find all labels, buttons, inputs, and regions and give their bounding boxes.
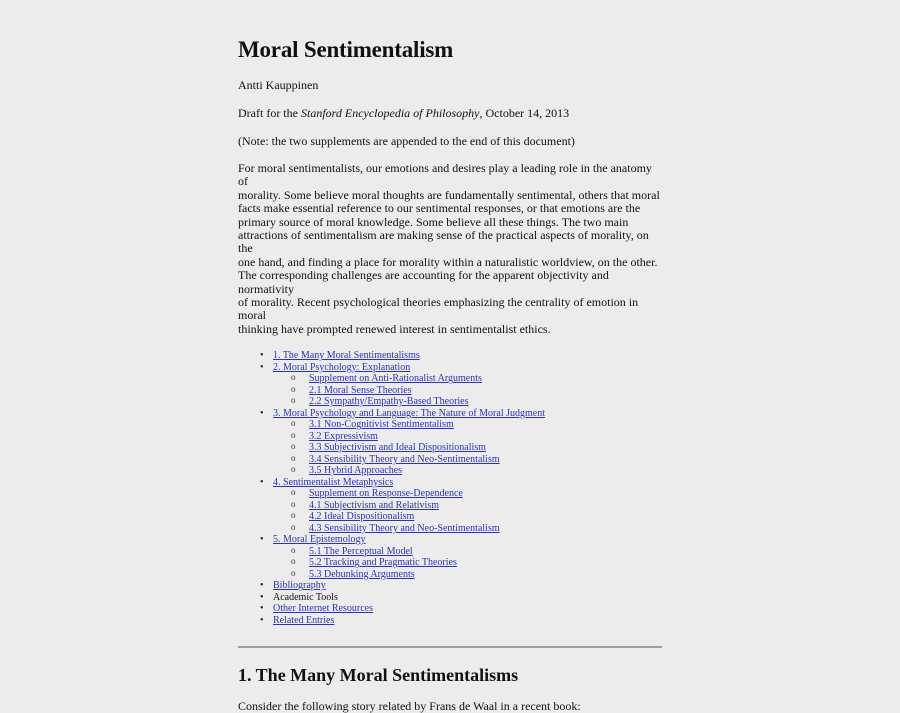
toc-sublist [273, 373, 662, 408]
toc-link[interactable]: 5. Moral Epistemology [273, 534, 366, 546]
toc-link[interactable]: Bibliography [273, 580, 326, 592]
toc-sublink[interactable]: 3.4 Sensibility Theory and Neo-Sentimentalism [309, 453, 500, 465]
toc-subitem[interactable] [309, 511, 662, 523]
section-heading: 1. The Many Moral Sentimentalisms [238, 665, 519, 686]
toc-item[interactable] [273, 362, 662, 408]
toc-link[interactable]: 2. Moral Psychology: Explanation [273, 361, 411, 373]
toc-sublink[interactable]: 2.2 Sympathy/Empathy-Based Theories [309, 396, 469, 408]
abstract-line: thinking have prompted renewed interest in sentimentalist ethics. [238, 321, 551, 336]
toc-sublink[interactable]: 2.1 Moral Sense Theories [309, 384, 412, 396]
draft-suffix: , October 14, 2013 [479, 106, 570, 120]
toc-item[interactable] [273, 615, 662, 627]
supplement-note: (Note: the two supplements are appended to the end of this document) [238, 134, 575, 148]
toc-sublink[interactable]: Supplement on Anti-Rationalist Arguments [309, 373, 482, 385]
toc-item[interactable] [273, 603, 662, 615]
toc-subitem[interactable] [309, 488, 662, 500]
toc-item[interactable] [273, 580, 662, 592]
toc-link[interactable]: Other Internet Resources [273, 603, 373, 615]
toc-sublink[interactable]: 5.1 The Perceptual Model [309, 545, 413, 557]
author-name: Antti Kauppinen [238, 78, 319, 92]
document-content [238, 36, 662, 713]
toc-subitem[interactable] [309, 569, 662, 581]
toc-item[interactable] [273, 534, 662, 580]
table-of-contents [238, 350, 662, 626]
abstract-line: attractions of sentimentalism are making sense of the practical aspects of morality, on the [238, 228, 649, 256]
toc-sublink[interactable]: 3.3 Subjectivism and Ideal Dispositionalism [309, 442, 486, 454]
abstract-line: morality. Some believe moral thoughts are fundamentally sentimental, others that moral [238, 187, 660, 202]
toc-item[interactable] [273, 477, 662, 535]
toc-subitem[interactable] [309, 442, 662, 454]
toc-subitem[interactable] [309, 419, 662, 431]
toc-subitem[interactable] [309, 523, 662, 535]
publication-name: Stanford Encyclopedia of Philosophy [300, 106, 480, 120]
toc-item[interactable] [273, 350, 662, 362]
toc-sublink[interactable]: 5.2 Tracking and Pragmatic Theories [309, 557, 457, 569]
toc-link[interactable]: 1. The Many Moral Sentimentalisms [273, 350, 420, 362]
toc-item [273, 592, 662, 604]
toc-sublink[interactable]: 4.1 Subjectivism and Relativism [309, 499, 439, 511]
toc-subitem[interactable] [309, 465, 662, 477]
toc-sublink[interactable]: 3.1 Non-Cognitivist Sentimentalism [309, 419, 454, 431]
abstract-line: primary source of moral knowledge. Some believe all these things. The two main [238, 214, 629, 229]
toc-subitem[interactable] [309, 396, 662, 408]
abstract-line: one hand, and finding a place for morality within a naturalistic worldview, on the other. [238, 254, 658, 269]
toc-subitem[interactable] [309, 454, 662, 466]
abstract-line: of morality. Recent psychological theories emphasizing the centrality of emotion in moral [238, 295, 639, 323]
section-divider [238, 646, 662, 648]
toc-sublink[interactable]: Supplement on Response-Dependence [309, 488, 463, 500]
toc-subitem[interactable] [309, 385, 662, 397]
document-title: Moral Sentimentalism [238, 37, 454, 62]
toc-subitem[interactable] [309, 500, 662, 512]
toc-sublink[interactable]: 4.3 Sensibility Theory and Neo-Sentimentalism [309, 522, 500, 534]
abstract-paragraph [238, 162, 662, 336]
toc-sublist [273, 419, 662, 477]
section-first-line: Consider the following story related by Frans de Waal in a recent book: [238, 699, 581, 713]
draft-prefix: Draft for the [238, 106, 301, 120]
toc-sublink[interactable]: 3.2 Expressivism [309, 430, 378, 442]
toc-link[interactable]: 3. Moral Psychology and Language: The Nature of Moral Judgment [273, 407, 545, 419]
toc-sublink[interactable]: 3.5 Hybrid Approaches [309, 465, 403, 477]
abstract-line: facts make essential reference to our sentimental responses, or that emotions are the [238, 201, 641, 216]
toc-sublist [273, 488, 662, 534]
toc-link[interactable]: Related Entries [273, 614, 335, 626]
toc-subitem[interactable] [309, 557, 662, 569]
toc-sublink[interactable]: 4.2 Ideal Dispositionalism [309, 511, 415, 523]
toc-subitem[interactable] [309, 546, 662, 558]
abstract-line: For moral sentimentalists, our emotions and desires play a leading role in the anatomy of [238, 161, 652, 189]
toc-label: Academic Tools [273, 591, 338, 603]
toc-subitem[interactable] [309, 373, 662, 385]
toc-sublist [273, 546, 662, 581]
toc-link[interactable]: 4. Sentimentalist Metaphysics [273, 476, 394, 488]
draft-line [238, 106, 662, 120]
abstract-line: The corresponding challenges are accounting for the apparent objectivity and normativity [238, 268, 609, 296]
toc-subitem[interactable] [309, 431, 662, 443]
toc-sublink[interactable]: 5.3 Debunking Arguments [309, 568, 415, 580]
toc-item[interactable] [273, 408, 662, 477]
